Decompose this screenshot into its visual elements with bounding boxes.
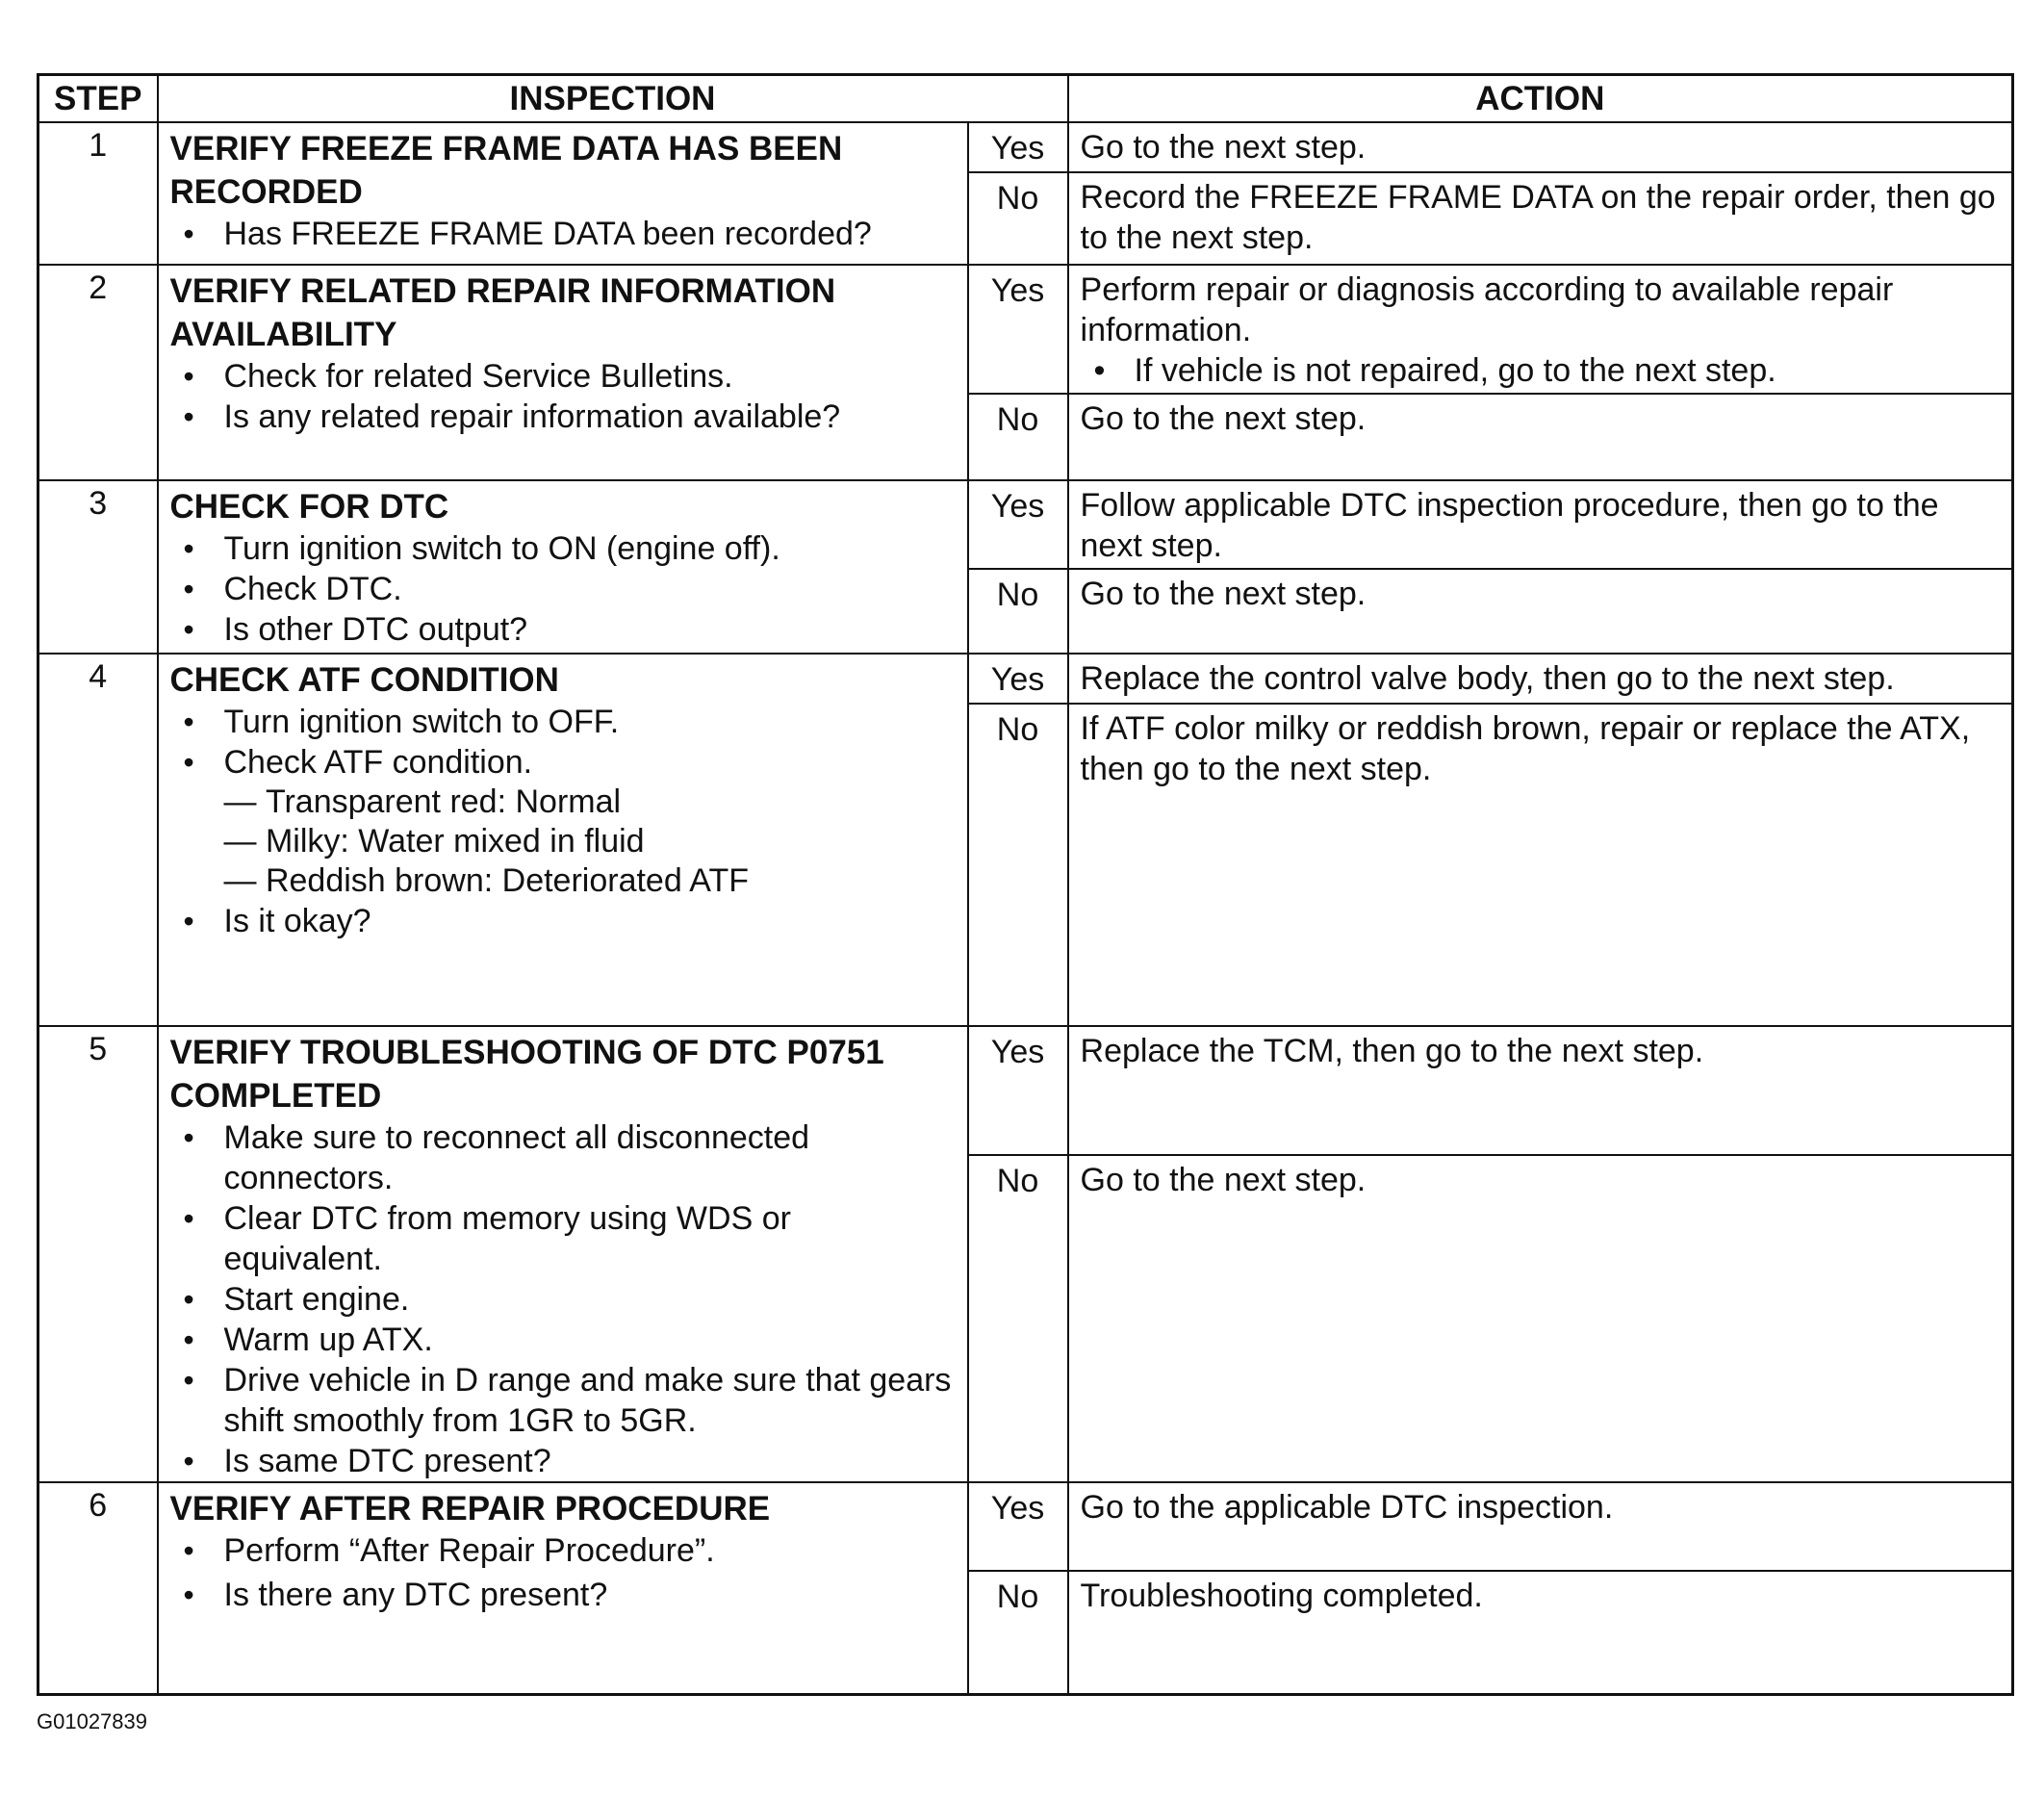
step-heading: CHECK ATF CONDITION bbox=[169, 661, 559, 699]
no-action: Troubleshooting completed. bbox=[1068, 1571, 2013, 1694]
inspection-subitem: — Reddish brown: Deteriorated ATF bbox=[224, 861, 958, 901]
no-label: No bbox=[968, 704, 1068, 1026]
no-action: If ATF color milky or reddish brown, repair or replace the ATX, then go to the next step. bbox=[1068, 704, 2013, 1026]
inspection-item: • Check DTC. bbox=[170, 569, 958, 609]
inspection-item: • Is same DTC present? bbox=[170, 1441, 958, 1481]
yes-label: Yes bbox=[968, 265, 1068, 394]
yes-label: Yes bbox=[968, 1482, 1068, 1571]
inspection-item: • Has FREEZE FRAME DATA been recorded? bbox=[170, 214, 958, 254]
step-heading: VERIFY RELATED REPAIR INFORMATION AVAILABILITY bbox=[169, 272, 836, 353]
inspection-item: • Clear DTC from memory using WDS or equivalent. bbox=[170, 1198, 958, 1279]
inspection-item: • Perform “After Repair Procedure”. bbox=[170, 1530, 958, 1571]
inspection-item bbox=[170, 742, 958, 901]
step-2-yes-row bbox=[38, 265, 2013, 394]
yes-label: Yes bbox=[968, 654, 1068, 704]
yes-action: Go to the next step. bbox=[1068, 122, 2013, 172]
inspection-item: • Turn ignition switch to OFF. bbox=[170, 702, 958, 742]
inspection-item: • Make sure to reconnect all disconnected connectors. bbox=[170, 1117, 958, 1198]
no-label: No bbox=[968, 394, 1068, 480]
inspection-list bbox=[170, 702, 958, 941]
no-action: Go to the next step. bbox=[1068, 394, 2013, 480]
header-row bbox=[38, 75, 2013, 123]
step-6-yes-row bbox=[38, 1482, 2013, 1571]
step-number: 3 bbox=[38, 480, 158, 654]
step-5-yes-row bbox=[38, 1026, 2013, 1155]
inspection-item-text: Check ATF condition. bbox=[223, 744, 533, 781]
diagnostic-table bbox=[37, 73, 2014, 1696]
inspection-subitem: — Transparent red: Normal bbox=[224, 783, 958, 822]
step-number: 1 bbox=[38, 122, 158, 265]
inspection-item: • Check for related Service Bulletins. bbox=[170, 356, 958, 397]
step-heading: CHECK FOR DTC bbox=[169, 488, 449, 526]
diagnostic-procedure-sheet bbox=[37, 73, 2011, 1696]
inspection-list bbox=[170, 214, 958, 254]
yes-action: Go to the applicable DTC inspection. bbox=[1068, 1482, 2013, 1571]
header-inspection: INSPECTION bbox=[158, 75, 1068, 123]
header-action: ACTION bbox=[1068, 75, 2013, 123]
no-action: Go to the next step. bbox=[1068, 1155, 2013, 1482]
step-inspection bbox=[158, 122, 968, 265]
inspection-list bbox=[170, 528, 958, 650]
step-number: 2 bbox=[38, 265, 158, 480]
step-number: 4 bbox=[38, 654, 158, 1026]
step-number: 5 bbox=[38, 1026, 158, 1482]
step-inspection bbox=[158, 265, 968, 480]
step-heading: VERIFY FREEZE FRAME DATA HAS BEEN RECORDED bbox=[169, 130, 843, 211]
inspection-list bbox=[170, 356, 958, 437]
inspection-item: • Drive vehicle in D range and make sure that gears shift smoothly from 1GR to 5GR. bbox=[170, 1360, 958, 1441]
inspection-item: • Warm up ATX. bbox=[170, 1320, 958, 1360]
inspection-item: • Is any related repair information available? bbox=[170, 397, 958, 437]
inspection-subitem: — Milky: Water mixed in fluid bbox=[224, 822, 958, 861]
no-label: No bbox=[968, 569, 1068, 654]
yes-label: Yes bbox=[968, 122, 1068, 172]
yes-action: Follow applicable DTC inspection procedure, then go to the next step. bbox=[1068, 480, 2013, 569]
step-inspection bbox=[158, 480, 968, 654]
no-action: Go to the next step. bbox=[1068, 569, 2013, 654]
no-label: No bbox=[968, 1155, 1068, 1482]
yes-label: Yes bbox=[968, 1026, 1068, 1155]
step-heading: VERIFY TROUBLESHOOTING OF DTC P0751 COMPLETED bbox=[169, 1034, 884, 1115]
inspection-item: • Turn ignition switch to ON (engine off). bbox=[170, 528, 958, 569]
step-1-yes-row bbox=[38, 122, 2013, 172]
step-inspection bbox=[158, 654, 968, 1026]
yes-action bbox=[1068, 265, 2013, 394]
inspection-item: • Start engine. bbox=[170, 1279, 958, 1320]
yes-action: Replace the control valve body, then go to the next step. bbox=[1068, 654, 2013, 704]
step-number: 6 bbox=[38, 1482, 158, 1694]
step-inspection bbox=[158, 1026, 968, 1482]
inspection-item: • Is it okay? bbox=[170, 901, 958, 941]
step-inspection bbox=[158, 1482, 968, 1694]
inspection-list bbox=[170, 1530, 958, 1615]
step-heading: VERIFY AFTER REPAIR PROCEDURE bbox=[169, 1490, 771, 1527]
inspection-sublist bbox=[224, 783, 958, 901]
step-4-yes-row bbox=[38, 654, 2013, 704]
no-label: No bbox=[968, 1571, 1068, 1694]
figure-id: G01027839 bbox=[37, 1709, 147, 1733]
yes-action: Replace the TCM, then go to the next step. bbox=[1068, 1026, 2013, 1155]
inspection-item: • Is other DTC output? bbox=[170, 609, 958, 650]
yes-action-text: Perform repair or diagnosis according to available repair information. bbox=[1080, 271, 1894, 348]
header-step: STEP bbox=[38, 75, 158, 123]
inspection-item: • Is there any DTC present? bbox=[170, 1575, 958, 1615]
no-action: Record the FREEZE FRAME DATA on the repair order, then go to the next step. bbox=[1068, 172, 2013, 265]
no-label: No bbox=[968, 172, 1068, 265]
yes-action-item: • If vehicle is not repaired, go to the next step. bbox=[1081, 350, 2003, 391]
step-3-yes-row bbox=[38, 480, 2013, 569]
yes-label: Yes bbox=[968, 480, 1068, 569]
inspection-list bbox=[170, 1117, 958, 1481]
yes-action-list bbox=[1081, 350, 2003, 391]
